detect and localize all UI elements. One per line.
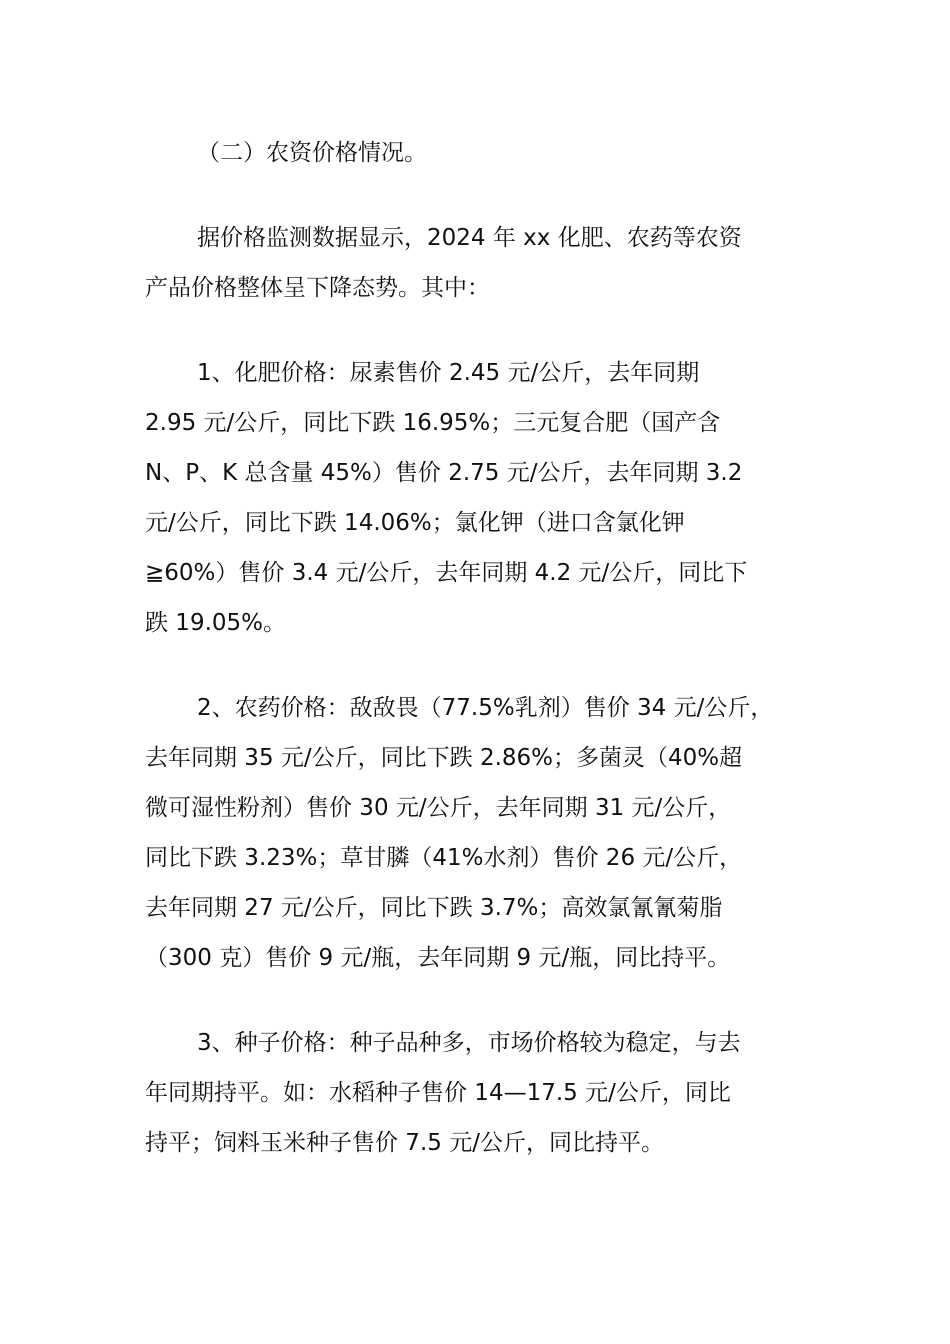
- text-line: 元/公斤，同比下跌 14.06%；氯化钾（进口含氯化钾: [145, 510, 685, 536]
- text-line: （300 克）售价 9 元/瓶，去年同期 9 元/瓶，同比持平。: [145, 945, 731, 971]
- text-line: 年同期持平。如：水稻种子售价 14—17.5 元/公斤，同比: [145, 1080, 731, 1106]
- pesticide-price-paragraph: [145, 683, 835, 983]
- text-line: 去年同期 35 元/公斤，同比下跌 2.86%；多菌灵（40%超: [145, 745, 743, 771]
- text-line: 微可湿性粉剂）售价 30 元/公斤，去年同期 31 元/公斤，: [145, 795, 732, 821]
- intro-paragraph: [145, 213, 835, 313]
- text-line: ≧60%）售价 3.4 元/公斤，去年同期 4.2 元/公斤，同比下: [145, 560, 748, 586]
- text-line: 同比下跌 3.23%；草甘膦（41%水剂）售价 26 元/公斤，: [145, 845, 743, 871]
- fertilizer-price-paragraph: [145, 348, 835, 648]
- document-body: [145, 128, 835, 1168]
- seed-price-paragraph: [145, 1018, 835, 1168]
- section-heading: （二）农资价格情况。: [197, 140, 427, 166]
- text-line: 2、农药价格：敌敌畏（77.5%乳剂）售价 34 元/公斤，: [197, 695, 774, 721]
- text-line: 去年同期 27 元/公斤，同比下跌 3.7%；高效氯氰氰菊脂: [145, 895, 723, 921]
- text-line: 跌 19.05%。: [145, 610, 287, 636]
- text-line: 3、种子价格：种子品种多，市场价格较为稳定，与去: [197, 1030, 741, 1056]
- text-line: 1、化肥价格：尿素售价 2.45 元/公斤，去年同期: [197, 360, 700, 386]
- text-line: N、P、K 总含量 45%）售价 2.75 元/公斤，去年同期 3.2: [145, 460, 743, 486]
- text-line: 2.95 元/公斤，同比下跌 16.95%；三元复合肥（国产含: [145, 410, 721, 436]
- text-line: 据价格监测数据显示，2024 年 xx 化肥、农药等农资: [197, 225, 742, 251]
- text-line: 持平；饲料玉米种子售价 7.5 元/公斤，同比持平。: [145, 1130, 664, 1156]
- text-line: 产品价格整体呈下降态势。其中：: [145, 275, 490, 301]
